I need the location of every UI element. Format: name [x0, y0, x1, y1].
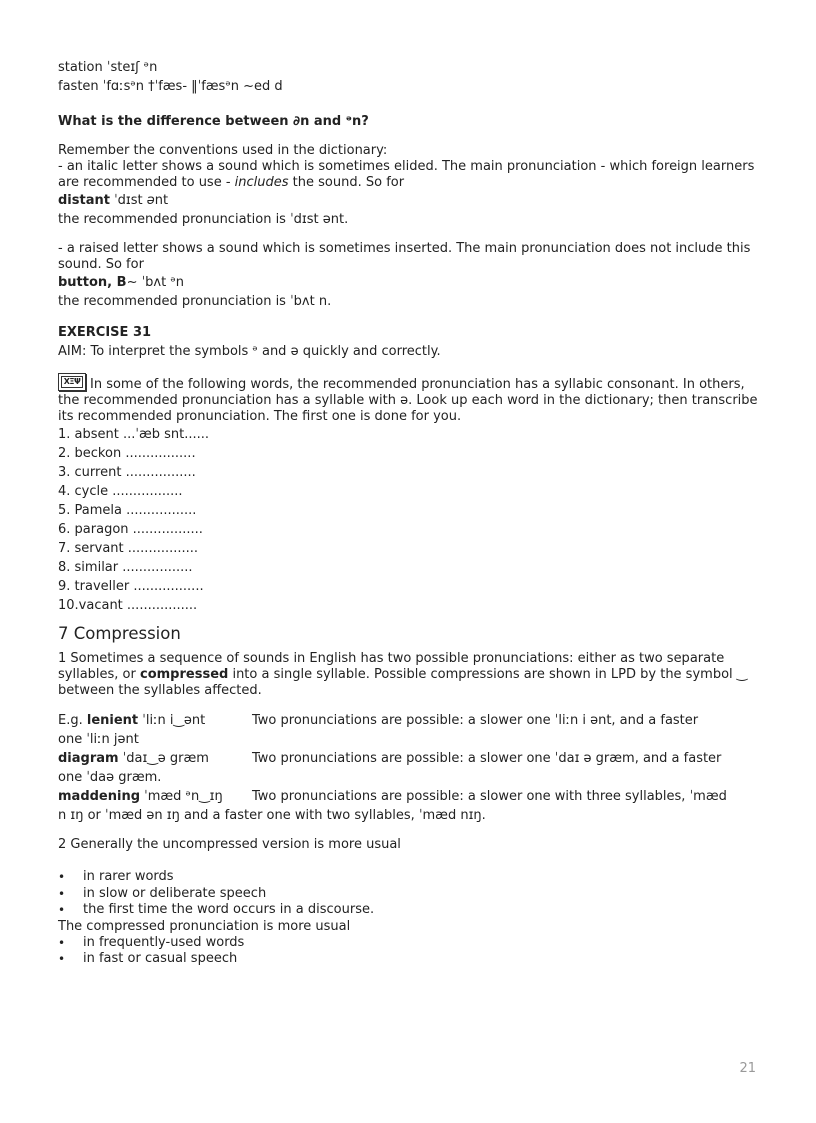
question-heading: What is the difference between ∂n and ᵊn?: [58, 114, 369, 129]
list-item: • in slow or deliberate speech: [58, 886, 758, 903]
list-item: 4. cycle .................: [58, 484, 183, 499]
list-item: 7. servant .................: [58, 541, 199, 556]
list-item: 9. traveller .................: [58, 579, 204, 594]
uncompressed-para: 2 Generally the uncompressed version is more usual: [58, 837, 401, 852]
example-maddening-cont: n ɪŋ or ˈmæd ən ɪŋ and a faster one with two syllables, ˈmæd nɪŋ.: [58, 808, 486, 823]
list-item: • the first time the word occurs in a discourse.: [58, 902, 758, 919]
example-diagram: diagram ˈdaɪ‿ə græm Two pronunciations are possible: a slower one ˈdaɪ ə græm, and a faster: [58, 751, 722, 766]
compressed-list: [58, 935, 758, 968]
compressed-para: The compressed pronunciation is more usual: [58, 918, 351, 934]
example-button: button, B~ ˈbʌt ᵊn: [58, 275, 184, 290]
italic-rule: - an italic letter shows a sound which is sometimes elided. The main pronunciation - which foreign learners are recommended to use - includes the sound. So for: [58, 159, 755, 190]
list-item: 8. similar .................: [58, 560, 193, 575]
uncompressed-list: [58, 869, 758, 919]
example-lenient: E.g. lenient ˈliːn i‿ənt Two pronunciations are possible: a slower one ˈliːn i ənt, and a faster: [58, 713, 699, 728]
list-item: 10.vacant .................: [58, 598, 198, 613]
example-lenient-cont: one ˈliːn jənt: [58, 732, 139, 747]
audio-cd-icon: XΞΨ: [58, 373, 86, 391]
list-item: • in rarer words: [58, 869, 758, 886]
exercise-aim: AIM: To interpret the symbols ᵊ and ə quickly and correctly.: [58, 344, 441, 359]
list-item: 2. beckon .................: [58, 446, 196, 461]
entry-station: station ˈsteɪʃ ᵊn: [58, 60, 158, 75]
compression-intro: 1 Sometimes a sequence of sounds in English has two possible pronunciations: either as two separate syllables, or compressed into a single syllable. Possible compressions are shown in LPD by the symbol ‿ between the syllables affected.: [58, 651, 748, 698]
list-item: 3. current .................: [58, 465, 196, 480]
page-number: 21: [739, 1061, 756, 1076]
entry-fasten: fasten ˈfɑːsᵊn †ˈfæs- ‖ˈfæsᵊn ~ed d: [58, 79, 283, 94]
page-content: [58, 58, 758, 968]
exercise-list: [58, 425, 758, 615]
list-item: 1. absent ...ˈæb snt......: [58, 427, 210, 442]
compression-examples: [58, 711, 758, 825]
exercise-instructions: XΞΨ In some of the following words, the recommended pronunciation has a syllabic consonant. In others, the recommended pronunciation has a syllable with ə. Look up each word in the dictionary; then transcribe its recommended pronunciation. The first one is done for you.: [58, 373, 758, 425]
list-item: 5. Pamela .................: [58, 503, 197, 518]
example-distant: distant ˈdɪst ənt: [58, 193, 169, 208]
list-item: • in frequently-used words: [58, 935, 758, 952]
example-maddening: maddening ˈmæd ᵊn‿ɪŋ Two pronunciations are possible: a slower one with three syllables, ˈmæd: [58, 789, 727, 804]
example-diagram-cont: one ˈdaə græm.: [58, 770, 162, 785]
section-heading: 7 Compression: [58, 624, 181, 643]
list-item: • in fast or casual speech: [58, 951, 758, 968]
exercise-title: EXERCISE 31: [58, 325, 152, 340]
conventions-intro: Remember the conventions used in the dictionary:: [58, 143, 388, 158]
recommended-distant: the recommended pronunciation is ˈdɪst ənt.: [58, 212, 349, 227]
raised-rule: - a raised letter shows a sound which is sometimes inserted. The main pronunciation does not include this sound. So for: [58, 241, 751, 272]
recommended-button: the recommended pronunciation is ˈbʌt n.: [58, 294, 332, 309]
list-item: 6. paragon .................: [58, 522, 203, 537]
